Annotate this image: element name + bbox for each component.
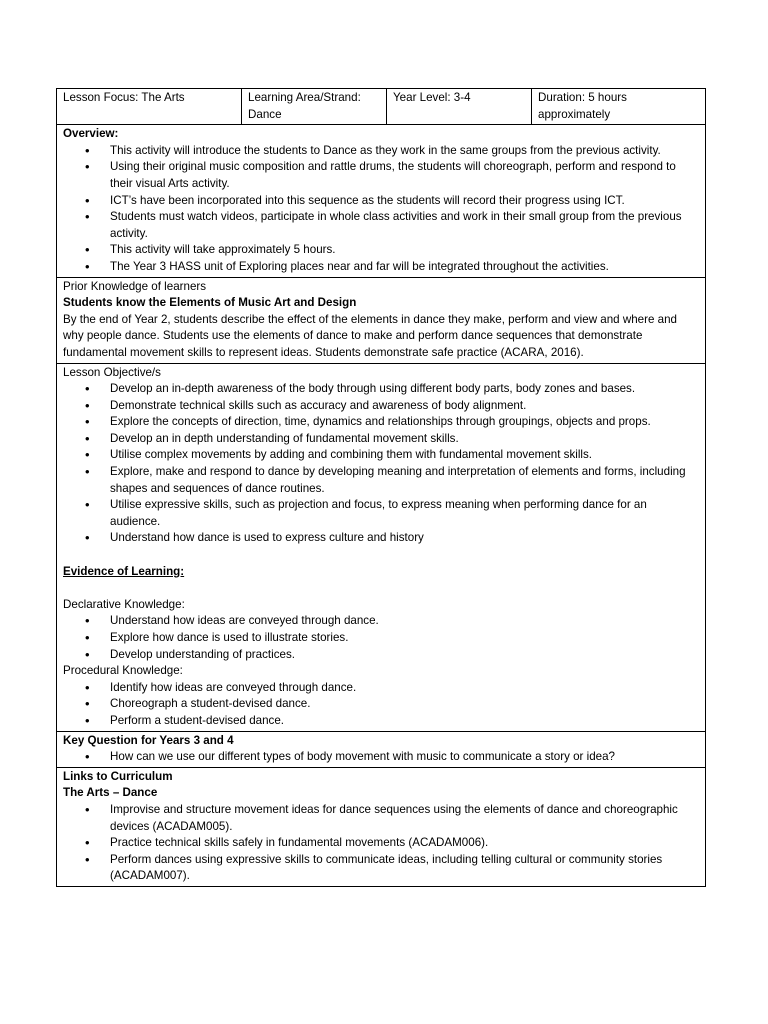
list-item: • Perform dances using expressive skills to communicate ideas, including telling cultural or community stories (ACADAM007). [63, 852, 699, 885]
list-item: • How can we use our different types of body movement with music to communicate a story or idea? [63, 749, 699, 766]
overview-row [57, 125, 706, 277]
list-item: • This activity will take approximately 5 hours. [63, 242, 699, 259]
objectives-list [63, 381, 699, 547]
overview-title: Overview: [63, 127, 119, 141]
spacer [63, 580, 699, 597]
list-item: • Explore how dance is used to illustrate stories. [63, 630, 699, 647]
prior-knowledge-title: Prior Knowledge of learners [63, 279, 207, 293]
header-row [57, 89, 706, 125]
list-item: • ICT’s have been incorporated into this sequence as the students will record their progress using ICT. [63, 193, 699, 210]
list-item: • Perform a student-devised dance. [63, 713, 699, 730]
objectives-title: Lesson Objective/s [63, 365, 161, 379]
curriculum-title: Links to Curriculum [63, 769, 173, 783]
declarative-list [63, 613, 699, 663]
lesson-focus-text: Lesson Focus: The Arts [63, 91, 185, 104]
prior-knowledge-text: By the end of Year 2, students describe the effect of the elements in dance they make, perform and view and where and why people dance. Students use the elements of dance to make and perform dance sequences that demonstrate fundamental movement skills to represent ideas. Students demonstrate safe practice (ACARA, 2016). [63, 312, 677, 359]
prior-knowledge-row [57, 277, 706, 363]
list-item: • Students must watch videos, participate in whole class activities and work in their small group from the previous activity. [63, 209, 699, 242]
list-item: • Improvise and structure movement ideas for dance sequences using the elements of dance and choreographic devices (ACADAM005). [63, 802, 699, 835]
curriculum-subtitle: The Arts – Dance [63, 786, 158, 800]
duration-text: Duration: 5 hours [538, 91, 627, 104]
list-item: • The Year 3 HASS unit of Exploring places near and far will be integrated throughout the activities. [63, 259, 699, 276]
key-question-cell [57, 731, 706, 767]
list-item: • Understand how ideas are conveyed through dance. [63, 613, 699, 630]
learning-area-label: Learning Area/Strand: [248, 91, 361, 104]
lesson-focus-cell [57, 89, 242, 125]
list-item: • Utilise expressive skills, such as projection and focus, to express meaning when performing dance for an audience. [63, 497, 699, 530]
evidence-title: Evidence of Learning: [63, 564, 185, 578]
objectives-row [57, 363, 706, 731]
lesson-plan-table [56, 88, 706, 887]
curriculum-cell [57, 767, 706, 886]
list-item: • Practice technical skills safely in fundamental movements (ACADAM006). [63, 835, 699, 852]
key-question-row [57, 731, 706, 767]
spacer [63, 547, 699, 564]
list-item: • Using their original music composition and rattle drums, the students will choreograph, perform and respond to their visual Arts activity. [63, 159, 699, 192]
year-level-cell [387, 89, 532, 125]
list-item: • Develop an in depth understanding of fundamental movement skills. [63, 431, 699, 448]
list-item: • Develop an in-depth awareness of the body through using different body parts, body zones and bases. [63, 381, 699, 398]
prior-knowledge-cell [57, 277, 706, 363]
curriculum-row [57, 767, 706, 886]
learning-area-value: Dance [248, 107, 282, 121]
prior-knowledge-subtitle: Students know the Elements of Music Art and Design [63, 296, 357, 310]
overview-cell [57, 125, 706, 277]
list-item: • Choreograph a student-devised dance. [63, 696, 699, 713]
learning-area-cell [242, 89, 387, 125]
objectives-cell [57, 363, 706, 731]
curriculum-list [63, 802, 699, 885]
list-item: • Utilise complex movements by adding and combining them with fundamental movement skills. [63, 447, 699, 464]
list-item: • Understand how dance is used to express culture and history [63, 530, 699, 547]
overview-list [63, 143, 699, 276]
declarative-title: Declarative Knowledge: [63, 597, 185, 611]
list-item: • Demonstrate technical skills such as accuracy and awareness of body alignment. [63, 398, 699, 415]
key-question-list [63, 749, 699, 766]
list-item: • Explore, make and respond to dance by developing meaning and interpretation of elements and forms, including shapes and sequences of dance routines. [63, 464, 699, 497]
procedural-title: Procedural Knowledge: [63, 664, 183, 678]
year-level-text: Year Level: 3-4 [393, 91, 471, 104]
list-item: • This activity will introduce the students to Dance as they work in the same groups from the previous activity. [63, 143, 699, 160]
list-item: • Identify how ideas are conveyed through dance. [63, 680, 699, 697]
procedural-list [63, 680, 699, 730]
list-item: • Develop understanding of practices. [63, 647, 699, 664]
key-question-title: Key Question for Years 3 and 4 [63, 733, 234, 747]
duration-qualifier: approximately [538, 107, 611, 121]
duration-cell [532, 89, 706, 125]
list-item: • Explore the concepts of direction, time, dynamics and relationships through groupings, objects and props. [63, 414, 699, 431]
